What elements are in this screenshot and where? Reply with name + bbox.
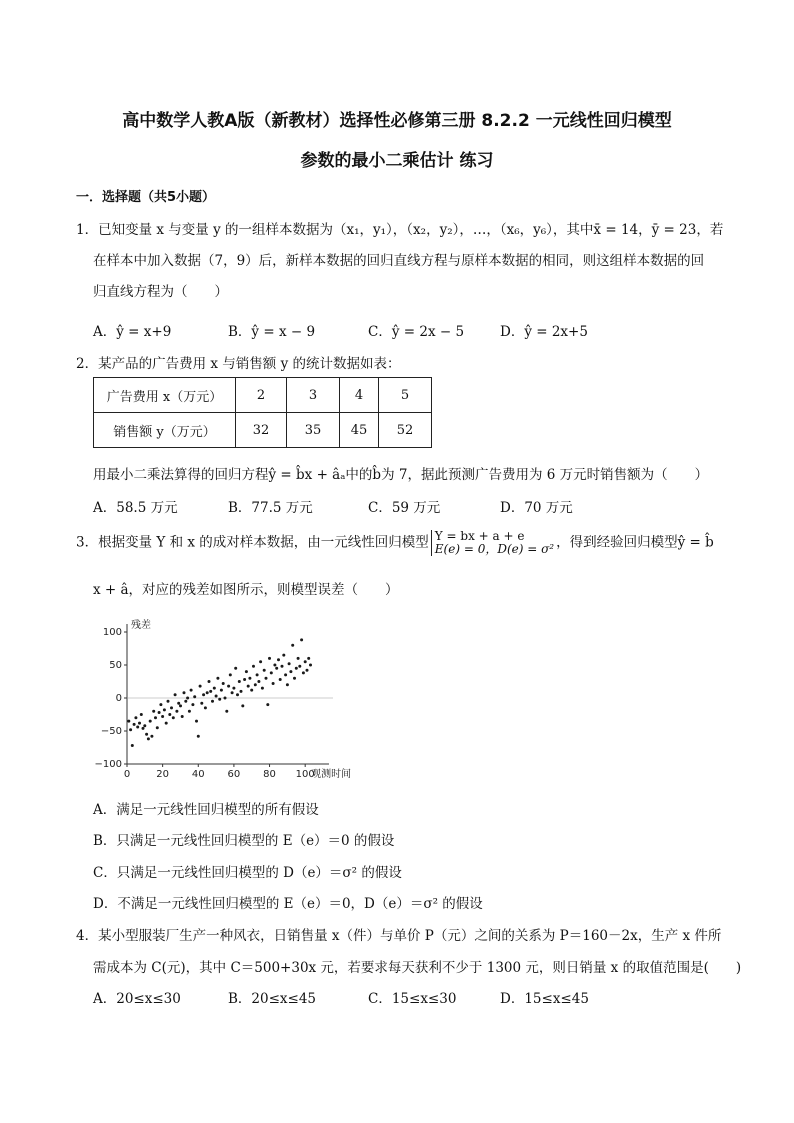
table-cell: 52 bbox=[379, 413, 432, 448]
scatter-point bbox=[225, 710, 228, 713]
y-tick-label: −100 bbox=[95, 759, 122, 770]
q1-option-d: D．ŷ = 2x+5 bbox=[500, 324, 588, 340]
q3-option-c: C．只满足一元线性回归模型的 D（e）＝σ² 的假设 bbox=[93, 865, 402, 881]
scatter-point bbox=[188, 710, 191, 713]
scatter-point bbox=[147, 737, 150, 740]
scatter-point bbox=[152, 710, 155, 713]
scatter-point bbox=[240, 690, 243, 693]
q3-line1-post: ，得到经验回归模型ŷ = b̂ bbox=[556, 534, 714, 551]
q1-option-b: B．ŷ = x − 9 bbox=[228, 324, 316, 340]
scatter-point bbox=[232, 687, 235, 690]
scatter-point bbox=[167, 700, 170, 703]
q2-stem: 2．某产品的广告费用 x 与销售额 y 的统计数据如表： bbox=[76, 356, 401, 372]
scatter-point bbox=[277, 658, 280, 661]
table-cell: 3 bbox=[287, 378, 340, 413]
scatter-point bbox=[245, 670, 248, 673]
scatter-point bbox=[202, 693, 205, 696]
chart-points bbox=[127, 638, 312, 747]
table-cell: 35 bbox=[287, 413, 340, 448]
scatter-point bbox=[208, 680, 211, 683]
scatter-point bbox=[289, 670, 292, 673]
scatter-point bbox=[154, 716, 157, 719]
q1-line1: 1．已知变量 x 与变量 y 的一组样本数据为（x₁，y₁），（x₂，y₂），…，（x₆，y₆），其中x̄ = 14，ȳ = 23，若 bbox=[76, 222, 724, 238]
scatter-point bbox=[284, 673, 287, 676]
scatter-point bbox=[150, 735, 153, 738]
scatter-point bbox=[241, 704, 244, 707]
scatter-point bbox=[243, 678, 246, 681]
scatter-point bbox=[293, 677, 296, 680]
q2-option-c: C．59 万元 bbox=[368, 500, 441, 516]
scatter-point bbox=[238, 680, 241, 683]
scatter-point bbox=[204, 706, 207, 709]
scatter-point bbox=[306, 669, 309, 672]
table-cell: 5 bbox=[379, 378, 432, 413]
x-tick-label: 20 bbox=[156, 769, 170, 780]
section-heading: 一．选择题（共5小题） bbox=[76, 190, 216, 205]
q4-option-c: C．15≤x≤30 bbox=[368, 991, 457, 1007]
x-tick-label: 0 bbox=[123, 769, 131, 780]
scatter-point bbox=[295, 667, 298, 670]
q4-line1: 4．某小型服装厂生产一种风衣，日销售量 x（件）与单价 P（元）之间的关系为 P＝160－2x，生产 x 件所 bbox=[76, 928, 722, 944]
scatter-point bbox=[229, 673, 232, 676]
document-title-line1: 高中数学人教A版（新教材）选择性必修第三册 8.2.2 一元线性回归模型 bbox=[122, 111, 672, 131]
scatter-point bbox=[158, 711, 161, 714]
q1-option-a: A．ŷ = x+9 bbox=[93, 324, 172, 340]
x-tick-label: 60 bbox=[227, 769, 241, 780]
q3-option-d: D．不满足一元线性回归模型的 E（e）＝0，D（e）＝σ² 的假设 bbox=[93, 896, 483, 912]
scatter-point bbox=[181, 715, 184, 718]
scatter-point bbox=[165, 722, 168, 725]
scatter-point bbox=[222, 682, 225, 685]
scatter-point bbox=[175, 710, 178, 713]
scatter-point bbox=[259, 660, 262, 663]
scatter-point bbox=[206, 691, 209, 694]
q2-data-table bbox=[93, 377, 432, 448]
table-cell: 广告费用 x（万元） bbox=[94, 378, 236, 413]
scatter-point bbox=[156, 726, 159, 729]
scatter-point bbox=[270, 671, 273, 674]
q3-system-eq2: E(e) = 0，D(e) = σ² bbox=[434, 542, 555, 556]
scatter-point bbox=[231, 691, 234, 694]
scatter-point bbox=[307, 657, 310, 660]
scatter-point bbox=[134, 716, 137, 719]
scatter-point bbox=[236, 693, 239, 696]
scatter-point bbox=[234, 667, 237, 670]
scatter-point bbox=[129, 728, 132, 731]
scatter-point bbox=[168, 713, 171, 716]
scatter-point bbox=[200, 702, 203, 705]
scatter-point bbox=[183, 691, 186, 694]
scatter-point bbox=[184, 700, 187, 703]
scatter-point bbox=[309, 664, 312, 667]
scatter-point bbox=[195, 720, 198, 723]
q3-line2: x + â，对应的残差如图所示，则模型误差（ ） bbox=[93, 582, 399, 598]
scatter-point bbox=[281, 665, 284, 668]
table-cell: 2 bbox=[236, 378, 287, 413]
table-cell: 销售额 y（万元） bbox=[94, 413, 236, 448]
scatter-point bbox=[272, 682, 275, 685]
scatter-point bbox=[218, 698, 221, 701]
y-tick-label: 100 bbox=[102, 627, 122, 638]
table-cell: 45 bbox=[340, 413, 379, 448]
scatter-point bbox=[138, 722, 141, 725]
q1-line3: 归直线方程为（ ） bbox=[93, 284, 228, 300]
q3-option-b: B．只满足一元线性回归模型的 E（e）＝0 的假设 bbox=[93, 833, 395, 849]
scatter-point bbox=[252, 665, 255, 668]
table-row bbox=[94, 413, 432, 448]
q2-option-a: A．58.5 万元 bbox=[93, 500, 178, 516]
y-tick-label: 50 bbox=[109, 660, 122, 671]
scatter-point bbox=[268, 657, 271, 660]
scatter-point bbox=[197, 735, 200, 738]
scatter-point bbox=[131, 744, 134, 747]
scatter-point bbox=[254, 683, 257, 686]
scatter-point bbox=[170, 706, 173, 709]
x-tick-label: 80 bbox=[263, 769, 276, 780]
scatter-point bbox=[298, 665, 301, 668]
q4-option-a: A．20≤x≤30 bbox=[93, 991, 181, 1007]
table-cell: 4 bbox=[340, 378, 379, 413]
q2-option-d: D．70 万元 bbox=[500, 500, 573, 516]
scatter-point bbox=[211, 700, 214, 703]
chart-axes bbox=[95, 618, 351, 780]
scatter-point bbox=[163, 708, 166, 711]
scatter-point bbox=[279, 678, 282, 681]
scatter-point bbox=[265, 677, 268, 680]
q1-line2: 在样本中加入数据（7，9）后，新样本数据的回归直线方程与原样本数据的相同，则这组样本数据的回 bbox=[93, 253, 705, 269]
x-axis-label: 观测时间 bbox=[311, 769, 352, 780]
scatter-point bbox=[143, 724, 146, 727]
scatter-point bbox=[302, 671, 305, 674]
scatter-point bbox=[288, 662, 291, 665]
q3-line1-pre: 3．根据变量 Y 和 x 的成对样本数据，由一元线性回归模型 bbox=[76, 534, 429, 551]
document-title-line2: 参数的最小二乘估计 练习 bbox=[300, 151, 494, 171]
scatter-point bbox=[127, 720, 130, 723]
y-axis-label: 残差 bbox=[131, 620, 151, 631]
scatter-point bbox=[172, 716, 175, 719]
scatter-point bbox=[133, 723, 136, 726]
table-cell: 32 bbox=[236, 413, 287, 448]
scatter-point bbox=[199, 685, 202, 688]
q2-line2: 用最小二乘法算得的回归方程ŷ = b̂x + âₐ中的b̂为 7，据此预测广告费用为 6 万元时销售额为（ ） bbox=[93, 467, 709, 483]
scatter-point bbox=[174, 693, 177, 696]
scatter-point bbox=[140, 713, 143, 716]
scatter-point bbox=[261, 687, 264, 690]
scatter-point bbox=[159, 703, 162, 706]
q1-option-c: C．ŷ = 2x − 5 bbox=[368, 324, 465, 340]
scatter-point bbox=[136, 726, 139, 729]
q4-option-d: D．15≤x≤45 bbox=[500, 991, 589, 1007]
scatter-point bbox=[275, 667, 278, 670]
scatter-point bbox=[282, 654, 285, 657]
q4-option-b: B．20≤x≤45 bbox=[228, 991, 317, 1007]
x-tick-label: 100 bbox=[295, 769, 315, 780]
scatter-point bbox=[256, 673, 259, 676]
scatter-point bbox=[215, 695, 218, 698]
y-tick-label: 0 bbox=[115, 693, 122, 704]
scatter-point bbox=[191, 703, 194, 706]
scatter-point bbox=[263, 669, 266, 672]
scatter-point bbox=[193, 695, 196, 698]
scatter-point bbox=[186, 697, 189, 700]
scatter-point bbox=[227, 685, 230, 688]
scatter-point bbox=[247, 685, 250, 688]
q4-line2: 需成本为 C(元)，其中 C＝500+30x 元，若要求每天获利不少于 1300 元，则日销量 x 的取值范围是( ) bbox=[93, 960, 742, 976]
q3-option-a: A．满足一元线性回归模型的所有假设 bbox=[93, 802, 319, 818]
scatter-point bbox=[291, 644, 294, 647]
x-tick-label: 40 bbox=[191, 769, 205, 780]
scatter-point bbox=[216, 677, 219, 680]
scatter-point bbox=[250, 689, 253, 692]
scatter-point bbox=[161, 715, 164, 718]
scatter-point bbox=[145, 733, 148, 736]
scatter-point bbox=[257, 680, 260, 683]
y-tick-label: −50 bbox=[100, 726, 122, 737]
residual-scatter-chart bbox=[95, 612, 355, 784]
q3-line1 bbox=[76, 530, 714, 556]
scatter-point bbox=[142, 727, 145, 730]
scatter-point bbox=[304, 660, 307, 663]
scatter-point bbox=[190, 689, 193, 692]
scatter-point bbox=[213, 687, 216, 690]
scatter-point bbox=[149, 720, 152, 723]
scatter-point bbox=[224, 697, 227, 700]
scatter-point bbox=[209, 690, 212, 693]
table-row bbox=[94, 378, 432, 413]
scatter-point bbox=[179, 704, 182, 707]
scatter-point bbox=[266, 703, 269, 706]
scatter-point bbox=[177, 702, 180, 705]
scatter-point bbox=[248, 677, 251, 680]
scatter-point bbox=[220, 689, 223, 692]
q2-option-b: B．77.5 万元 bbox=[228, 500, 313, 516]
scatter-point bbox=[286, 683, 289, 686]
scatter-point bbox=[300, 638, 303, 641]
scatter-point bbox=[273, 664, 276, 667]
q3-system-eq1: Y = bx + a + e bbox=[434, 529, 525, 543]
scatter-point bbox=[297, 657, 300, 660]
q3-model-system bbox=[431, 530, 554, 556]
